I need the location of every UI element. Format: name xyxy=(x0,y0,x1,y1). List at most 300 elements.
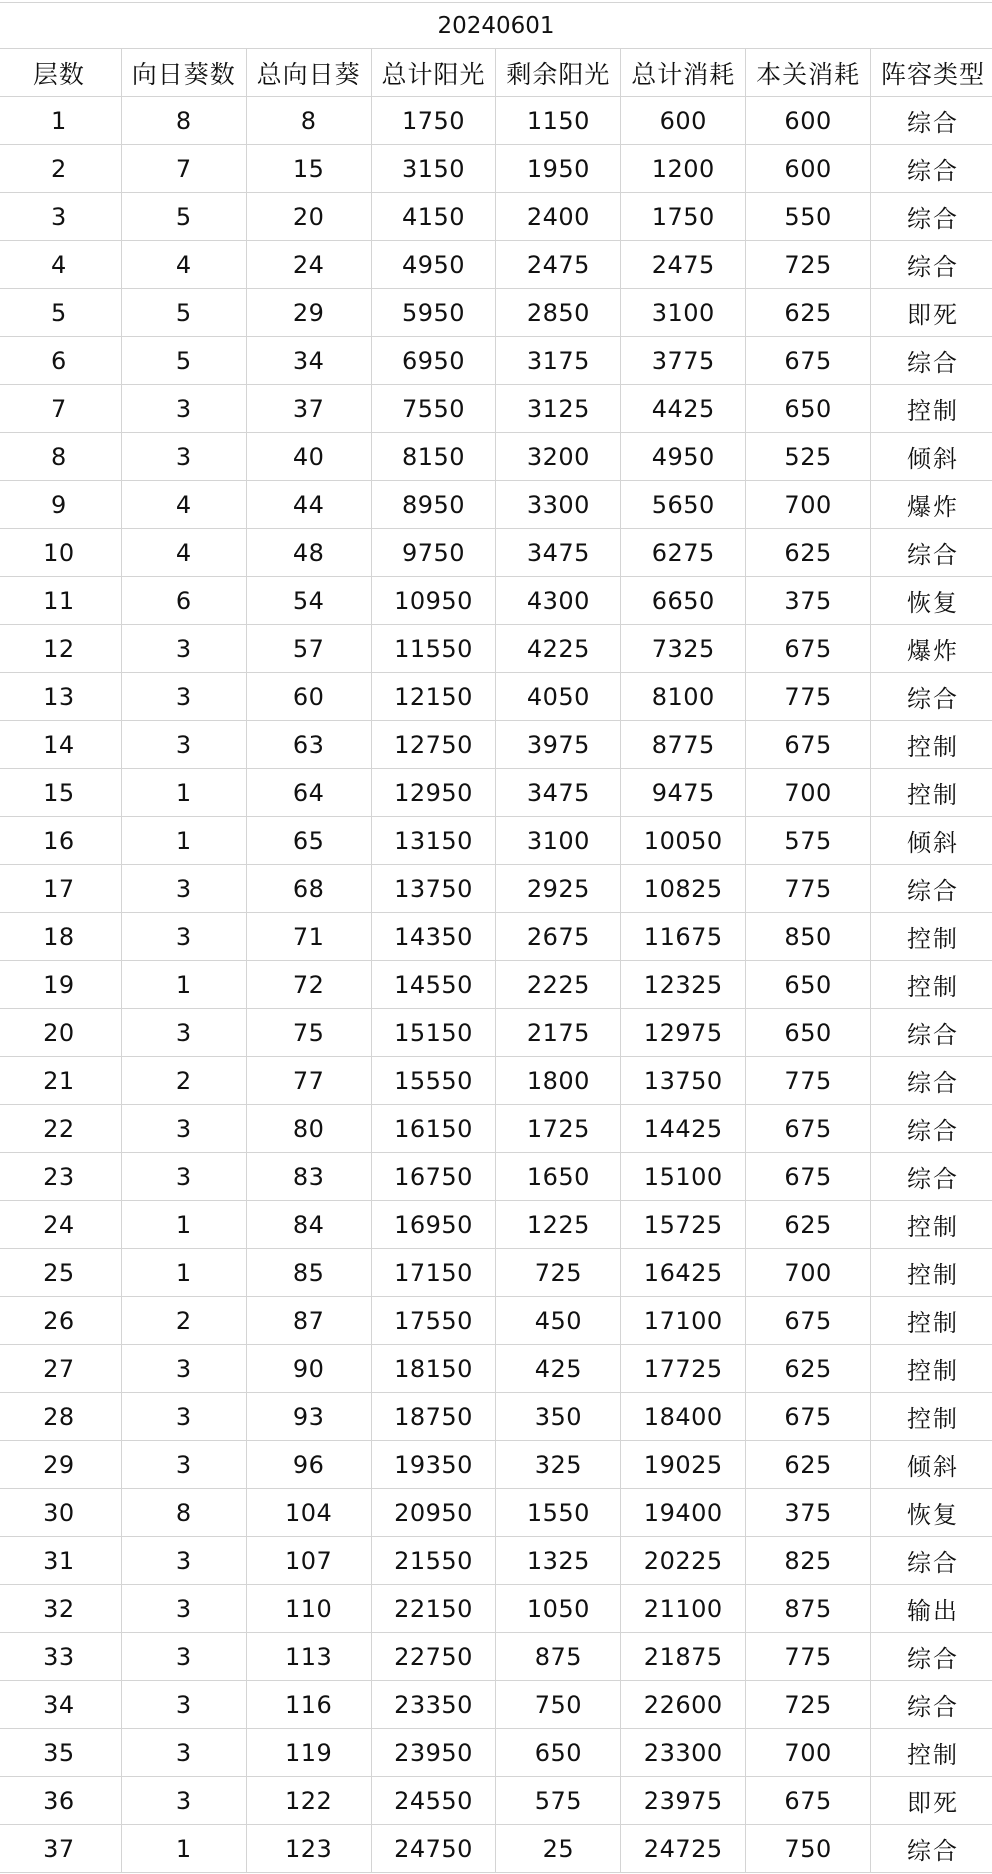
cell-sunflower-count[interactable]: 3 xyxy=(121,1777,246,1825)
cell-total-sunflowers[interactable]: 65 xyxy=(246,817,371,865)
cell-remaining-sunlight[interactable]: 4225 xyxy=(496,625,621,673)
cell-total-consumption[interactable]: 15725 xyxy=(621,1201,746,1249)
cell-level-consumption[interactable]: 675 xyxy=(746,1777,871,1825)
cell-total-consumption[interactable]: 7325 xyxy=(621,625,746,673)
cell-total-sunflowers[interactable]: 87 xyxy=(246,1297,371,1345)
header-total-sunflowers[interactable]: 总向日葵 xyxy=(246,49,371,97)
cell-total-consumption[interactable]: 18400 xyxy=(621,1393,746,1441)
cell-total-sunflowers[interactable]: 83 xyxy=(246,1153,371,1201)
cell-total-sunlight[interactable]: 24750 xyxy=(371,1825,496,1873)
cell-total-sunlight[interactable]: 4150 xyxy=(371,193,496,241)
cell-sunflower-count[interactable]: 3 xyxy=(121,1345,246,1393)
cell-level[interactable]: 28 xyxy=(0,1393,121,1441)
cell-level-consumption[interactable]: 825 xyxy=(746,1537,871,1585)
cell-total-consumption[interactable]: 15100 xyxy=(621,1153,746,1201)
cell-lineup-type[interactable]: 爆炸 xyxy=(871,625,992,673)
cell-sunflower-count[interactable]: 3 xyxy=(121,1537,246,1585)
cell-remaining-sunlight[interactable]: 2225 xyxy=(496,961,621,1009)
cell-total-consumption[interactable]: 12975 xyxy=(621,1009,746,1057)
cell-remaining-sunlight[interactable]: 2675 xyxy=(496,913,621,961)
cell-remaining-sunlight[interactable]: 1150 xyxy=(496,97,621,145)
cell-level[interactable]: 19 xyxy=(0,961,121,1009)
cell-total-sunflowers[interactable]: 68 xyxy=(246,865,371,913)
cell-sunflower-count[interactable]: 3 xyxy=(121,673,246,721)
cell-level-consumption[interactable]: 775 xyxy=(746,673,871,721)
cell-sunflower-count[interactable]: 3 xyxy=(121,1393,246,1441)
cell-level[interactable]: 29 xyxy=(0,1441,121,1489)
cell-total-sunlight[interactable]: 16750 xyxy=(371,1153,496,1201)
cell-total-consumption[interactable]: 20225 xyxy=(621,1537,746,1585)
cell-total-sunflowers[interactable]: 64 xyxy=(246,769,371,817)
cell-total-sunlight[interactable]: 22150 xyxy=(371,1585,496,1633)
cell-level[interactable]: 35 xyxy=(0,1729,121,1777)
cell-lineup-type[interactable]: 综合 xyxy=(871,97,992,145)
cell-total-consumption[interactable]: 10050 xyxy=(621,817,746,865)
cell-total-consumption[interactable]: 4950 xyxy=(621,433,746,481)
cell-level[interactable]: 30 xyxy=(0,1489,121,1537)
cell-total-sunflowers[interactable]: 60 xyxy=(246,673,371,721)
cell-remaining-sunlight[interactable]: 2850 xyxy=(496,289,621,337)
cell-total-sunlight[interactable]: 15150 xyxy=(371,1009,496,1057)
cell-total-sunflowers[interactable]: 77 xyxy=(246,1057,371,1105)
cell-level-consumption[interactable]: 600 xyxy=(746,145,871,193)
cell-total-sunflowers[interactable]: 85 xyxy=(246,1249,371,1297)
cell-sunflower-count[interactable]: 6 xyxy=(121,577,246,625)
cell-sunflower-count[interactable]: 8 xyxy=(121,97,246,145)
cell-total-consumption[interactable]: 6275 xyxy=(621,529,746,577)
cell-level[interactable]: 11 xyxy=(0,577,121,625)
cell-lineup-type[interactable]: 综合 xyxy=(871,193,992,241)
cell-total-consumption[interactable]: 8775 xyxy=(621,721,746,769)
cell-remaining-sunlight[interactable]: 1800 xyxy=(496,1057,621,1105)
cell-level[interactable]: 13 xyxy=(0,673,121,721)
cell-total-consumption[interactable]: 2475 xyxy=(621,241,746,289)
cell-level[interactable]: 23 xyxy=(0,1153,121,1201)
cell-total-consumption[interactable]: 1750 xyxy=(621,193,746,241)
cell-level[interactable]: 26 xyxy=(0,1297,121,1345)
cell-total-sunflowers[interactable]: 116 xyxy=(246,1681,371,1729)
cell-remaining-sunlight[interactable]: 2175 xyxy=(496,1009,621,1057)
cell-level[interactable]: 8 xyxy=(0,433,121,481)
cell-remaining-sunlight[interactable]: 750 xyxy=(496,1681,621,1729)
cell-total-consumption[interactable]: 1200 xyxy=(621,145,746,193)
cell-level-consumption[interactable]: 675 xyxy=(746,1297,871,1345)
cell-total-sunlight[interactable]: 9750 xyxy=(371,529,496,577)
cell-sunflower-count[interactable]: 5 xyxy=(121,289,246,337)
cell-level[interactable]: 5 xyxy=(0,289,121,337)
cell-remaining-sunlight[interactable]: 450 xyxy=(496,1297,621,1345)
cell-remaining-sunlight[interactable]: 3100 xyxy=(496,817,621,865)
cell-lineup-type[interactable]: 恢复 xyxy=(871,577,992,625)
cell-lineup-type[interactable]: 综合 xyxy=(871,1825,992,1873)
cell-sunflower-count[interactable]: 5 xyxy=(121,337,246,385)
cell-level[interactable]: 14 xyxy=(0,721,121,769)
cell-lineup-type[interactable]: 综合 xyxy=(871,1681,992,1729)
cell-lineup-type[interactable]: 综合 xyxy=(871,1057,992,1105)
cell-lineup-type[interactable]: 倾斜 xyxy=(871,817,992,865)
cell-remaining-sunlight[interactable]: 575 xyxy=(496,1777,621,1825)
cell-total-sunlight[interactable]: 24550 xyxy=(371,1777,496,1825)
cell-total-sunflowers[interactable]: 29 xyxy=(246,289,371,337)
cell-total-consumption[interactable]: 13750 xyxy=(621,1057,746,1105)
cell-remaining-sunlight[interactable]: 1550 xyxy=(496,1489,621,1537)
cell-level[interactable]: 2 xyxy=(0,145,121,193)
cell-sunflower-count[interactable]: 4 xyxy=(121,481,246,529)
cell-lineup-type[interactable]: 控制 xyxy=(871,1249,992,1297)
header-sunflower-count[interactable]: 向日葵数 xyxy=(121,49,246,97)
cell-level[interactable]: 37 xyxy=(0,1825,121,1873)
cell-level[interactable]: 12 xyxy=(0,625,121,673)
cell-sunflower-count[interactable]: 3 xyxy=(121,1585,246,1633)
cell-level[interactable]: 21 xyxy=(0,1057,121,1105)
cell-total-sunflowers[interactable]: 37 xyxy=(246,385,371,433)
cell-total-sunlight[interactable]: 12950 xyxy=(371,769,496,817)
cell-level-consumption[interactable]: 675 xyxy=(746,1153,871,1201)
cell-sunflower-count[interactable]: 3 xyxy=(121,385,246,433)
cell-sunflower-count[interactable]: 5 xyxy=(121,193,246,241)
cell-level[interactable]: 1 xyxy=(0,97,121,145)
cell-remaining-sunlight[interactable]: 3125 xyxy=(496,385,621,433)
cell-lineup-type[interactable]: 爆炸 xyxy=(871,481,992,529)
cell-total-sunlight[interactable]: 17550 xyxy=(371,1297,496,1345)
cell-level-consumption[interactable]: 625 xyxy=(746,1345,871,1393)
cell-remaining-sunlight[interactable]: 2925 xyxy=(496,865,621,913)
cell-level[interactable]: 7 xyxy=(0,385,121,433)
cell-level-consumption[interactable]: 675 xyxy=(746,721,871,769)
cell-sunflower-count[interactable]: 3 xyxy=(121,865,246,913)
cell-level[interactable]: 25 xyxy=(0,1249,121,1297)
cell-sunflower-count[interactable]: 1 xyxy=(121,1249,246,1297)
cell-total-consumption[interactable]: 3775 xyxy=(621,337,746,385)
cell-sunflower-count[interactable]: 8 xyxy=(121,1489,246,1537)
cell-level[interactable]: 4 xyxy=(0,241,121,289)
cell-remaining-sunlight[interactable]: 4050 xyxy=(496,673,621,721)
cell-total-sunlight[interactable]: 14550 xyxy=(371,961,496,1009)
cell-total-sunlight[interactable]: 19350 xyxy=(371,1441,496,1489)
cell-total-sunflowers[interactable]: 119 xyxy=(246,1729,371,1777)
cell-remaining-sunlight[interactable]: 725 xyxy=(496,1249,621,1297)
cell-total-sunflowers[interactable]: 84 xyxy=(246,1201,371,1249)
cell-lineup-type[interactable]: 综合 xyxy=(871,241,992,289)
cell-level[interactable]: 18 xyxy=(0,913,121,961)
cell-total-consumption[interactable]: 14425 xyxy=(621,1105,746,1153)
cell-total-sunlight[interactable]: 1750 xyxy=(371,97,496,145)
cell-total-sunflowers[interactable]: 90 xyxy=(246,1345,371,1393)
cell-level-consumption[interactable]: 725 xyxy=(746,1681,871,1729)
cell-level-consumption[interactable]: 725 xyxy=(746,241,871,289)
cell-total-sunflowers[interactable]: 122 xyxy=(246,1777,371,1825)
cell-remaining-sunlight[interactable]: 3200 xyxy=(496,433,621,481)
cell-level-consumption[interactable]: 675 xyxy=(746,625,871,673)
cell-lineup-type[interactable]: 综合 xyxy=(871,865,992,913)
cell-total-sunflowers[interactable]: 15 xyxy=(246,145,371,193)
cell-sunflower-count[interactable]: 3 xyxy=(121,1105,246,1153)
cell-total-sunflowers[interactable]: 8 xyxy=(246,97,371,145)
cell-level[interactable]: 3 xyxy=(0,193,121,241)
cell-lineup-type[interactable]: 综合 xyxy=(871,145,992,193)
header-level-consumption[interactable]: 本关消耗 xyxy=(746,49,871,97)
cell-remaining-sunlight[interactable]: 875 xyxy=(496,1633,621,1681)
cell-total-consumption[interactable]: 21875 xyxy=(621,1633,746,1681)
cell-remaining-sunlight[interactable]: 1950 xyxy=(496,145,621,193)
cell-level[interactable]: 17 xyxy=(0,865,121,913)
cell-lineup-type[interactable]: 控制 xyxy=(871,385,992,433)
cell-total-sunflowers[interactable]: 104 xyxy=(246,1489,371,1537)
cell-remaining-sunlight[interactable]: 3975 xyxy=(496,721,621,769)
cell-total-sunflowers[interactable]: 20 xyxy=(246,193,371,241)
cell-total-consumption[interactable]: 6650 xyxy=(621,577,746,625)
cell-lineup-type[interactable]: 倾斜 xyxy=(871,433,992,481)
cell-level[interactable]: 9 xyxy=(0,481,121,529)
cell-level[interactable]: 10 xyxy=(0,529,121,577)
cell-total-consumption[interactable]: 9475 xyxy=(621,769,746,817)
cell-level-consumption[interactable]: 625 xyxy=(746,289,871,337)
cell-sunflower-count[interactable]: 3 xyxy=(121,721,246,769)
cell-total-sunlight[interactable]: 4950 xyxy=(371,241,496,289)
cell-remaining-sunlight[interactable]: 350 xyxy=(496,1393,621,1441)
cell-total-sunflowers[interactable]: 48 xyxy=(246,529,371,577)
cell-lineup-type[interactable]: 控制 xyxy=(871,1345,992,1393)
cell-total-consumption[interactable]: 22600 xyxy=(621,1681,746,1729)
cell-total-sunlight[interactable]: 15550 xyxy=(371,1057,496,1105)
cell-lineup-type[interactable]: 控制 xyxy=(871,913,992,961)
cell-level-consumption[interactable]: 625 xyxy=(746,1441,871,1489)
cell-lineup-type[interactable]: 综合 xyxy=(871,1009,992,1057)
cell-sunflower-count[interactable]: 1 xyxy=(121,1825,246,1873)
cell-total-sunflowers[interactable]: 107 xyxy=(246,1537,371,1585)
cell-total-sunlight[interactable]: 16150 xyxy=(371,1105,496,1153)
cell-total-sunlight[interactable]: 18150 xyxy=(371,1345,496,1393)
cell-level-consumption[interactable]: 750 xyxy=(746,1825,871,1873)
cell-level-consumption[interactable]: 775 xyxy=(746,865,871,913)
cell-level[interactable]: 33 xyxy=(0,1633,121,1681)
cell-remaining-sunlight[interactable]: 4300 xyxy=(496,577,621,625)
cell-lineup-type[interactable]: 输出 xyxy=(871,1585,992,1633)
cell-sunflower-count[interactable]: 3 xyxy=(121,1681,246,1729)
cell-remaining-sunlight[interactable]: 1325 xyxy=(496,1537,621,1585)
cell-total-sunflowers[interactable]: 110 xyxy=(246,1585,371,1633)
cell-total-sunlight[interactable]: 6950 xyxy=(371,337,496,385)
cell-level[interactable]: 36 xyxy=(0,1777,121,1825)
cell-total-sunlight[interactable]: 10950 xyxy=(371,577,496,625)
cell-lineup-type[interactable]: 综合 xyxy=(871,1153,992,1201)
cell-lineup-type[interactable]: 综合 xyxy=(871,1537,992,1585)
cell-remaining-sunlight[interactable]: 1725 xyxy=(496,1105,621,1153)
cell-remaining-sunlight[interactable]: 425 xyxy=(496,1345,621,1393)
cell-level[interactable]: 27 xyxy=(0,1345,121,1393)
cell-total-sunlight[interactable]: 8150 xyxy=(371,433,496,481)
cell-total-consumption[interactable]: 19025 xyxy=(621,1441,746,1489)
cell-lineup-type[interactable]: 综合 xyxy=(871,673,992,721)
cell-level[interactable]: 16 xyxy=(0,817,121,865)
cell-sunflower-count[interactable]: 4 xyxy=(121,241,246,289)
cell-sunflower-count[interactable]: 1 xyxy=(121,769,246,817)
cell-sunflower-count[interactable]: 3 xyxy=(121,1009,246,1057)
cell-total-sunlight[interactable]: 18750 xyxy=(371,1393,496,1441)
cell-total-consumption[interactable]: 4425 xyxy=(621,385,746,433)
cell-lineup-type[interactable]: 控制 xyxy=(871,1393,992,1441)
cell-level-consumption[interactable]: 625 xyxy=(746,1201,871,1249)
cell-level-consumption[interactable]: 775 xyxy=(746,1633,871,1681)
cell-total-sunlight[interactable]: 14350 xyxy=(371,913,496,961)
cell-lineup-type[interactable]: 控制 xyxy=(871,1201,992,1249)
cell-remaining-sunlight[interactable]: 1225 xyxy=(496,1201,621,1249)
cell-level-consumption[interactable]: 875 xyxy=(746,1585,871,1633)
cell-sunflower-count[interactable]: 4 xyxy=(121,529,246,577)
cell-total-consumption[interactable]: 600 xyxy=(621,97,746,145)
cell-total-sunflowers[interactable]: 80 xyxy=(246,1105,371,1153)
cell-lineup-type[interactable]: 恢复 xyxy=(871,1489,992,1537)
cell-lineup-type[interactable]: 即死 xyxy=(871,289,992,337)
cell-lineup-type[interactable]: 综合 xyxy=(871,1633,992,1681)
cell-total-sunlight[interactable]: 11550 xyxy=(371,625,496,673)
cell-total-consumption[interactable]: 17725 xyxy=(621,1345,746,1393)
cell-lineup-type[interactable]: 控制 xyxy=(871,721,992,769)
cell-sunflower-count[interactable]: 2 xyxy=(121,1057,246,1105)
cell-remaining-sunlight[interactable]: 650 xyxy=(496,1729,621,1777)
cell-level-consumption[interactable]: 650 xyxy=(746,1009,871,1057)
header-total-sunlight[interactable]: 总计阳光 xyxy=(371,49,496,97)
header-total-consumption[interactable]: 总计消耗 xyxy=(621,49,746,97)
cell-remaining-sunlight[interactable]: 2400 xyxy=(496,193,621,241)
cell-level-consumption[interactable]: 850 xyxy=(746,913,871,961)
cell-remaining-sunlight[interactable]: 325 xyxy=(496,1441,621,1489)
header-level[interactable]: 层数 xyxy=(0,49,121,97)
cell-total-sunlight[interactable]: 12750 xyxy=(371,721,496,769)
cell-total-consumption[interactable]: 8100 xyxy=(621,673,746,721)
cell-total-consumption[interactable]: 21100 xyxy=(621,1585,746,1633)
cell-total-consumption[interactable]: 3100 xyxy=(621,289,746,337)
cell-level-consumption[interactable]: 700 xyxy=(746,1249,871,1297)
cell-level-consumption[interactable]: 375 xyxy=(746,1489,871,1537)
cell-total-consumption[interactable]: 19400 xyxy=(621,1489,746,1537)
cell-sunflower-count[interactable]: 3 xyxy=(121,433,246,481)
cell-total-consumption[interactable]: 17100 xyxy=(621,1297,746,1345)
cell-level-consumption[interactable]: 375 xyxy=(746,577,871,625)
cell-level-consumption[interactable]: 700 xyxy=(746,481,871,529)
cell-lineup-type[interactable]: 控制 xyxy=(871,1297,992,1345)
header-lineup-type[interactable]: 阵容类型 xyxy=(871,49,992,97)
cell-level-consumption[interactable]: 675 xyxy=(746,1105,871,1153)
cell-total-sunflowers[interactable]: 75 xyxy=(246,1009,371,1057)
cell-total-sunflowers[interactable]: 57 xyxy=(246,625,371,673)
cell-level-consumption[interactable]: 600 xyxy=(746,97,871,145)
cell-total-sunlight[interactable]: 8950 xyxy=(371,481,496,529)
cell-total-sunflowers[interactable]: 40 xyxy=(246,433,371,481)
cell-level[interactable]: 20 xyxy=(0,1009,121,1057)
cell-total-sunlight[interactable]: 20950 xyxy=(371,1489,496,1537)
cell-total-sunlight[interactable]: 22750 xyxy=(371,1633,496,1681)
cell-total-sunflowers[interactable]: 63 xyxy=(246,721,371,769)
cell-level-consumption[interactable]: 700 xyxy=(746,1729,871,1777)
cell-total-consumption[interactable]: 23975 xyxy=(621,1777,746,1825)
cell-level-consumption[interactable]: 675 xyxy=(746,337,871,385)
cell-level-consumption[interactable]: 675 xyxy=(746,1393,871,1441)
cell-lineup-type[interactable]: 即死 xyxy=(871,1777,992,1825)
cell-total-sunlight[interactable]: 23950 xyxy=(371,1729,496,1777)
cell-remaining-sunlight[interactable]: 3175 xyxy=(496,337,621,385)
cell-lineup-type[interactable]: 综合 xyxy=(871,337,992,385)
cell-lineup-type[interactable]: 倾斜 xyxy=(871,1441,992,1489)
cell-total-sunlight[interactable]: 21550 xyxy=(371,1537,496,1585)
cell-total-sunflowers[interactable]: 113 xyxy=(246,1633,371,1681)
cell-level[interactable]: 22 xyxy=(0,1105,121,1153)
cell-total-consumption[interactable]: 16425 xyxy=(621,1249,746,1297)
cell-level-consumption[interactable]: 625 xyxy=(746,529,871,577)
cell-sunflower-count[interactable]: 2 xyxy=(121,1297,246,1345)
cell-lineup-type[interactable]: 控制 xyxy=(871,1729,992,1777)
cell-level-consumption[interactable]: 575 xyxy=(746,817,871,865)
cell-total-sunlight[interactable]: 3150 xyxy=(371,145,496,193)
cell-level-consumption[interactable]: 650 xyxy=(746,961,871,1009)
cell-sunflower-count[interactable]: 3 xyxy=(121,1153,246,1201)
cell-total-consumption[interactable]: 24725 xyxy=(621,1825,746,1873)
cell-total-sunflowers[interactable]: 93 xyxy=(246,1393,371,1441)
cell-level-consumption[interactable]: 525 xyxy=(746,433,871,481)
cell-total-sunflowers[interactable]: 72 xyxy=(246,961,371,1009)
cell-remaining-sunlight[interactable]: 3475 xyxy=(496,529,621,577)
cell-level[interactable]: 34 xyxy=(0,1681,121,1729)
cell-remaining-sunlight[interactable]: 3475 xyxy=(496,769,621,817)
cell-total-sunlight[interactable]: 23350 xyxy=(371,1681,496,1729)
cell-total-sunlight[interactable]: 13750 xyxy=(371,865,496,913)
cell-total-consumption[interactable]: 11675 xyxy=(621,913,746,961)
cell-level-consumption[interactable]: 700 xyxy=(746,769,871,817)
cell-total-sunflowers[interactable]: 71 xyxy=(246,913,371,961)
cell-lineup-type[interactable]: 综合 xyxy=(871,529,992,577)
cell-level[interactable]: 32 xyxy=(0,1585,121,1633)
cell-remaining-sunlight[interactable]: 3300 xyxy=(496,481,621,529)
cell-total-sunflowers[interactable]: 123 xyxy=(246,1825,371,1873)
cell-level[interactable]: 31 xyxy=(0,1537,121,1585)
sheet-title[interactable]: 20240601 xyxy=(0,3,992,49)
cell-total-sunflowers[interactable]: 24 xyxy=(246,241,371,289)
cell-sunflower-count[interactable]: 1 xyxy=(121,1201,246,1249)
cell-total-consumption[interactable]: 10825 xyxy=(621,865,746,913)
cell-sunflower-count[interactable]: 3 xyxy=(121,913,246,961)
cell-level-consumption[interactable]: 650 xyxy=(746,385,871,433)
cell-total-sunflowers[interactable]: 96 xyxy=(246,1441,371,1489)
cell-lineup-type[interactable]: 控制 xyxy=(871,769,992,817)
cell-total-consumption[interactable]: 12325 xyxy=(621,961,746,1009)
cell-remaining-sunlight[interactable]: 1650 xyxy=(496,1153,621,1201)
cell-sunflower-count[interactable]: 3 xyxy=(121,1633,246,1681)
cell-level-consumption[interactable]: 775 xyxy=(746,1057,871,1105)
cell-total-sunlight[interactable]: 12150 xyxy=(371,673,496,721)
cell-sunflower-count[interactable]: 7 xyxy=(121,145,246,193)
cell-total-sunlight[interactable]: 5950 xyxy=(371,289,496,337)
cell-sunflower-count[interactable]: 3 xyxy=(121,625,246,673)
cell-sunflower-count[interactable]: 3 xyxy=(121,1441,246,1489)
cell-level[interactable]: 15 xyxy=(0,769,121,817)
cell-level[interactable]: 24 xyxy=(0,1201,121,1249)
cell-remaining-sunlight[interactable]: 25 xyxy=(496,1825,621,1873)
cell-total-sunlight[interactable]: 13150 xyxy=(371,817,496,865)
cell-total-consumption[interactable]: 23300 xyxy=(621,1729,746,1777)
cell-lineup-type[interactable]: 控制 xyxy=(871,961,992,1009)
cell-lineup-type[interactable]: 综合 xyxy=(871,1105,992,1153)
cell-level[interactable]: 6 xyxy=(0,337,121,385)
cell-level-consumption[interactable]: 550 xyxy=(746,193,871,241)
cell-total-sunflowers[interactable]: 44 xyxy=(246,481,371,529)
cell-total-sunlight[interactable]: 16950 xyxy=(371,1201,496,1249)
cell-remaining-sunlight[interactable]: 2475 xyxy=(496,241,621,289)
cell-total-sunlight[interactable]: 17150 xyxy=(371,1249,496,1297)
cell-total-sunlight[interactable]: 7550 xyxy=(371,385,496,433)
cell-total-consumption[interactable]: 5650 xyxy=(621,481,746,529)
cell-total-sunflowers[interactable]: 34 xyxy=(246,337,371,385)
cell-sunflower-count[interactable]: 1 xyxy=(121,817,246,865)
